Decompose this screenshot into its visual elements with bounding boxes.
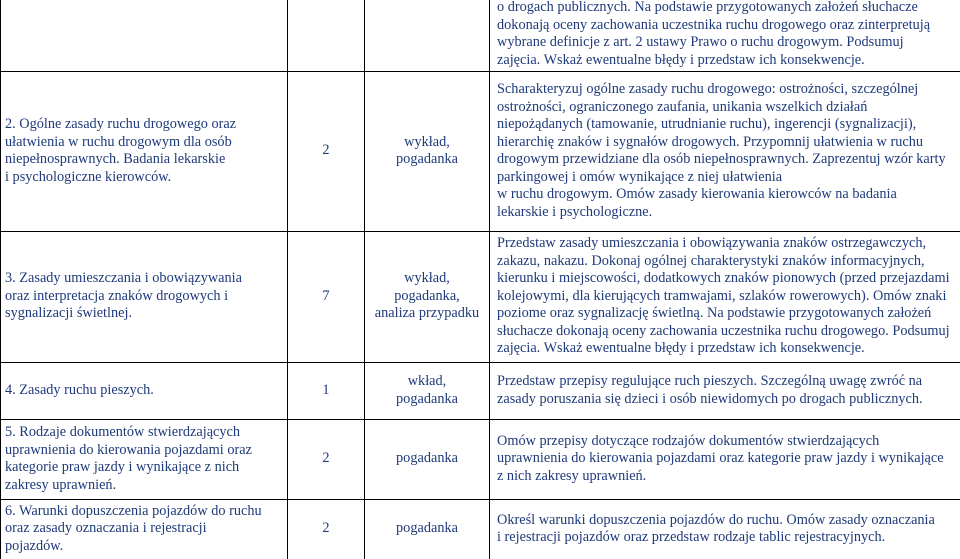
teaching-form-cell: wkład, pogadanka xyxy=(365,362,490,419)
hours-cell: 2 xyxy=(288,499,365,559)
hours-cell: 1 xyxy=(288,362,365,419)
table-row xyxy=(1,419,960,499)
table-row xyxy=(1,231,960,362)
description-cell: Scharakteryzuj ogólne zasady ruchu drogowego: ostrożności, szczególnej ostrożności, ograniczonego zaufania, unikania wszelkich działań niepożądanych (tamowanie, utrudnianie ruchu), ingerencji (sygnalizacji), hierarchię znaków i sygnałów drogowych. Przypomnij ułatwienia w ruchu drogowym przewidziane dla osób niepełnosprawnych. Zaprezentuj wzór karty parkingowej i omów wynikające z niej ułatwienia w ruchu drogowym. Omów zasady kierowania kierowców na badania lekarskie i psychologiczne. xyxy=(490,71,960,231)
description-cell: o drogach publicznych. Na podstawie przygotowanych założeń słuchacze dokonają oceny zachowania uczestnika ruchu drogowego oraz zinterpretują wybrane definicje z art. 2 ustawy Prawo o ruchu drogowym. Podsumuj zajęcia. Wskaż ewentualne błędy i przedstaw ich konsekwencje. xyxy=(490,0,960,71)
description-cell: Przedstaw zasady umieszczania i obowiązywania znaków ostrzegawczych, zakazu, nakazu. Dokonaj ogólnej charakterystyki znaków informacyjnych, kierunku i miejscowości, dodatkowych znaków pionowych (przed przejazdami kolejowymi, dla kierujących tramwajami, szlaków rowerowych). Omów znaki poziome oraz sygnalizację świetlną. Na podstawie przygotowanych założeń słuchacze dokonają oceny zachowania uczestnika ruchu drogowego. Podsumuj zajęcia. Wskaż ewentualne błędy i przedstaw ich konsekwencje. xyxy=(490,231,960,362)
description-cell: Określ warunki dopuszczenia pojazdów do ruchu. Omów zasady oznaczania i rejestracji pojazdów oraz przedstaw rodzaje tablic rejestracyjnych. xyxy=(490,499,960,559)
topic-cell: 4. Zasady ruchu pieszych. xyxy=(1,362,288,419)
hours-cell: 2 xyxy=(288,419,365,499)
description-cell: Omów przepisy dotyczące rodzajów dokumentów stwierdzających uprawnienia do kierowania pojazdami oraz kategorie praw jazdy i wynikające z nich zakresy uprawnień. xyxy=(490,419,960,499)
teaching-form-cell: pogadanka xyxy=(365,499,490,559)
teaching-form-cell xyxy=(365,0,490,71)
hours-cell xyxy=(288,0,365,71)
topic-cell: 5. Rodzaje dokumentów stwierdzających uprawnienia do kierowania pojazdami oraz kategorie praw jazdy i wynikające z nich zakresy uprawnień. xyxy=(1,419,288,499)
topic-cell: 2. Ogólne zasady ruchu drogowego oraz ułatwienia w ruchu drogowym dla osób niepełnosprawnych. Badania lekarskie i psychologiczne kierowców. xyxy=(1,71,288,231)
topic-cell: 6. Warunki dopuszczenia pojazdów do ruchu oraz zasady oznaczania i rejestracji pojazdów. xyxy=(1,499,288,559)
teaching-form-cell: wykład, pogadanka xyxy=(365,71,490,231)
topic-cell: 3. Zasady umieszczania i obowiązywania oraz interpretacja znaków drogowych i sygnalizacji świetlnej. xyxy=(1,231,288,362)
topic-cell xyxy=(1,0,288,71)
table-row xyxy=(1,362,960,419)
teaching-form-cell: wykład, pogadanka, analiza przypadku xyxy=(365,231,490,362)
hours-cell: 2 xyxy=(288,71,365,231)
table-row xyxy=(1,499,960,559)
description-cell: Przedstaw przepisy regulujące ruch pieszych. Szczególną uwagę zwróć na zasady poruszania się dzieci i osób niewidomych po drogach publicznych. xyxy=(490,362,960,419)
table-row xyxy=(1,71,960,231)
hours-cell: 7 xyxy=(288,231,365,362)
teaching-form-cell: pogadanka xyxy=(365,419,490,499)
table-row xyxy=(1,0,960,71)
